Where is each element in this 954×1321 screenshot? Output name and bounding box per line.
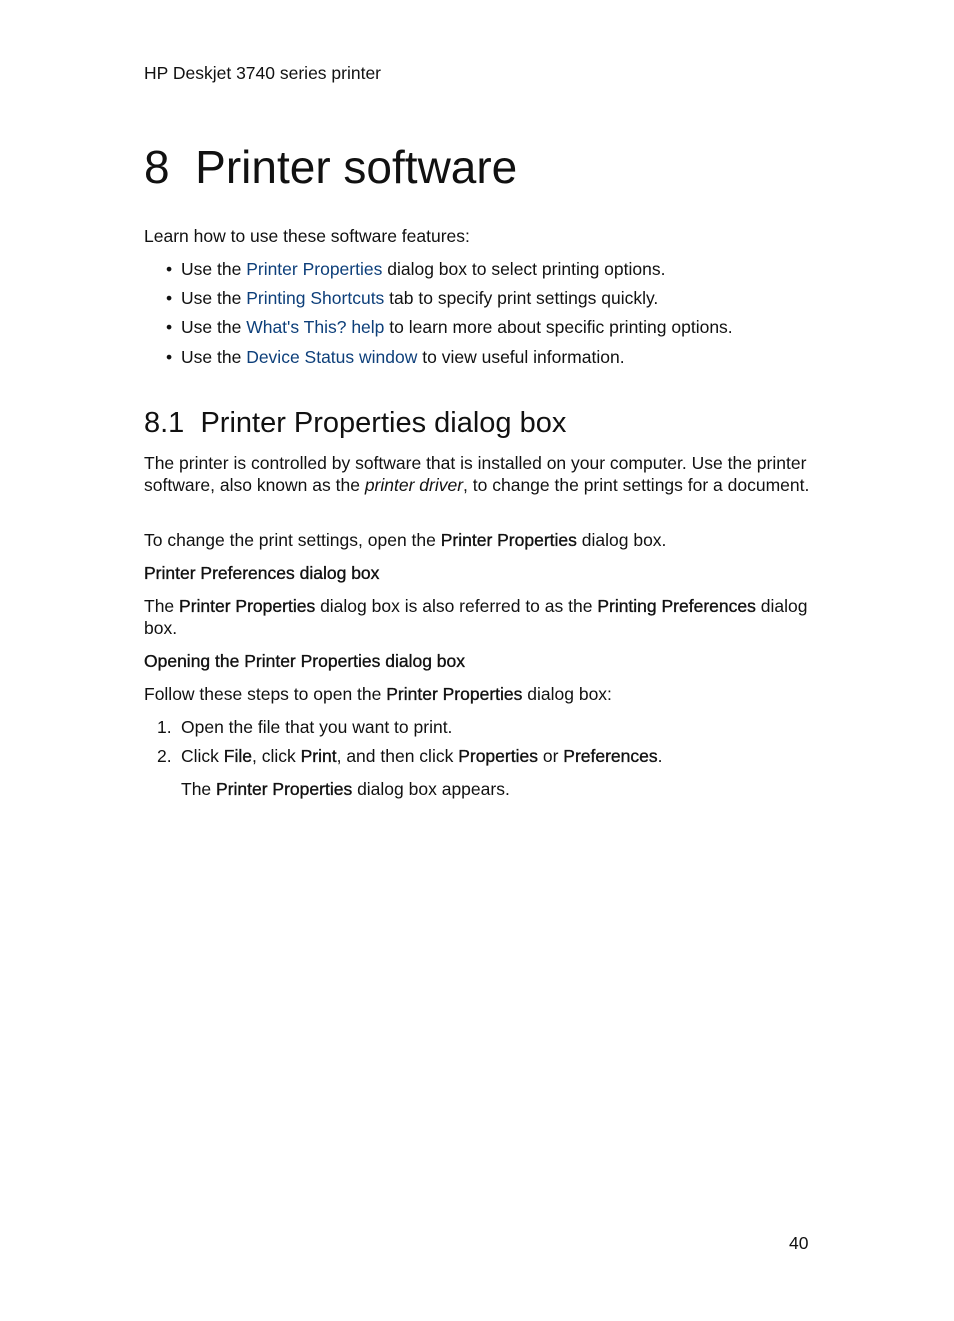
paragraph: To change the print settings, open the Printer Properties dialog box.: [144, 530, 667, 550]
paragraph: The printer is controlled by software that is installed on your computer. Use the printer software, also known as the printer driver, to change the print settings for a document.: [144, 453, 810, 495]
subheading: Printer Preferences dialog box: [144, 563, 380, 583]
step-item: 1. Open the file that you want to print.: [157, 717, 453, 737]
paragraph: Follow these steps to open the Printer Properties dialog box:: [144, 684, 612, 704]
running-header: HP Deskjet 3740 series printer: [144, 63, 382, 83]
list-item: • Use the Device Status window to view useful information.: [166, 347, 625, 367]
subheading: Opening the Printer Properties dialog box: [144, 651, 466, 671]
printing-shortcuts-link[interactable]: Printing Shortcuts: [246, 288, 385, 308]
chapter-number: 8: [144, 141, 170, 193]
chapter-title-text: Printer software: [195, 141, 518, 193]
page-number: 40: [789, 1233, 809, 1253]
printer-properties-link[interactable]: Printer Properties: [246, 259, 383, 279]
list-item: • Use the Printing Shortcuts tab to specify print settings quickly.: [166, 288, 659, 308]
list-item: • Use the What's This? help to learn more about specific printing options.: [166, 317, 733, 337]
step-result: The Printer Properties dialog box appears.: [181, 779, 510, 799]
chapter-title: [144, 138, 517, 196]
whats-this-help-link[interactable]: What's This? help: [246, 317, 385, 337]
paragraph: The Printer Properties dialog box is also referred to as the Printing Preferences dialog box.: [144, 596, 808, 638]
list-item: • Use the Printer Properties dialog box to select printing options.: [166, 259, 666, 279]
intro-text: Learn how to use these software features:: [144, 226, 470, 246]
device-status-window-link[interactable]: Device Status window: [246, 347, 418, 367]
step-item: 2. Click File, click Print, and then click Properties or Preferences.: [157, 746, 663, 766]
section-heading: 8.1 Printer Properties dialog box: [144, 407, 567, 439]
